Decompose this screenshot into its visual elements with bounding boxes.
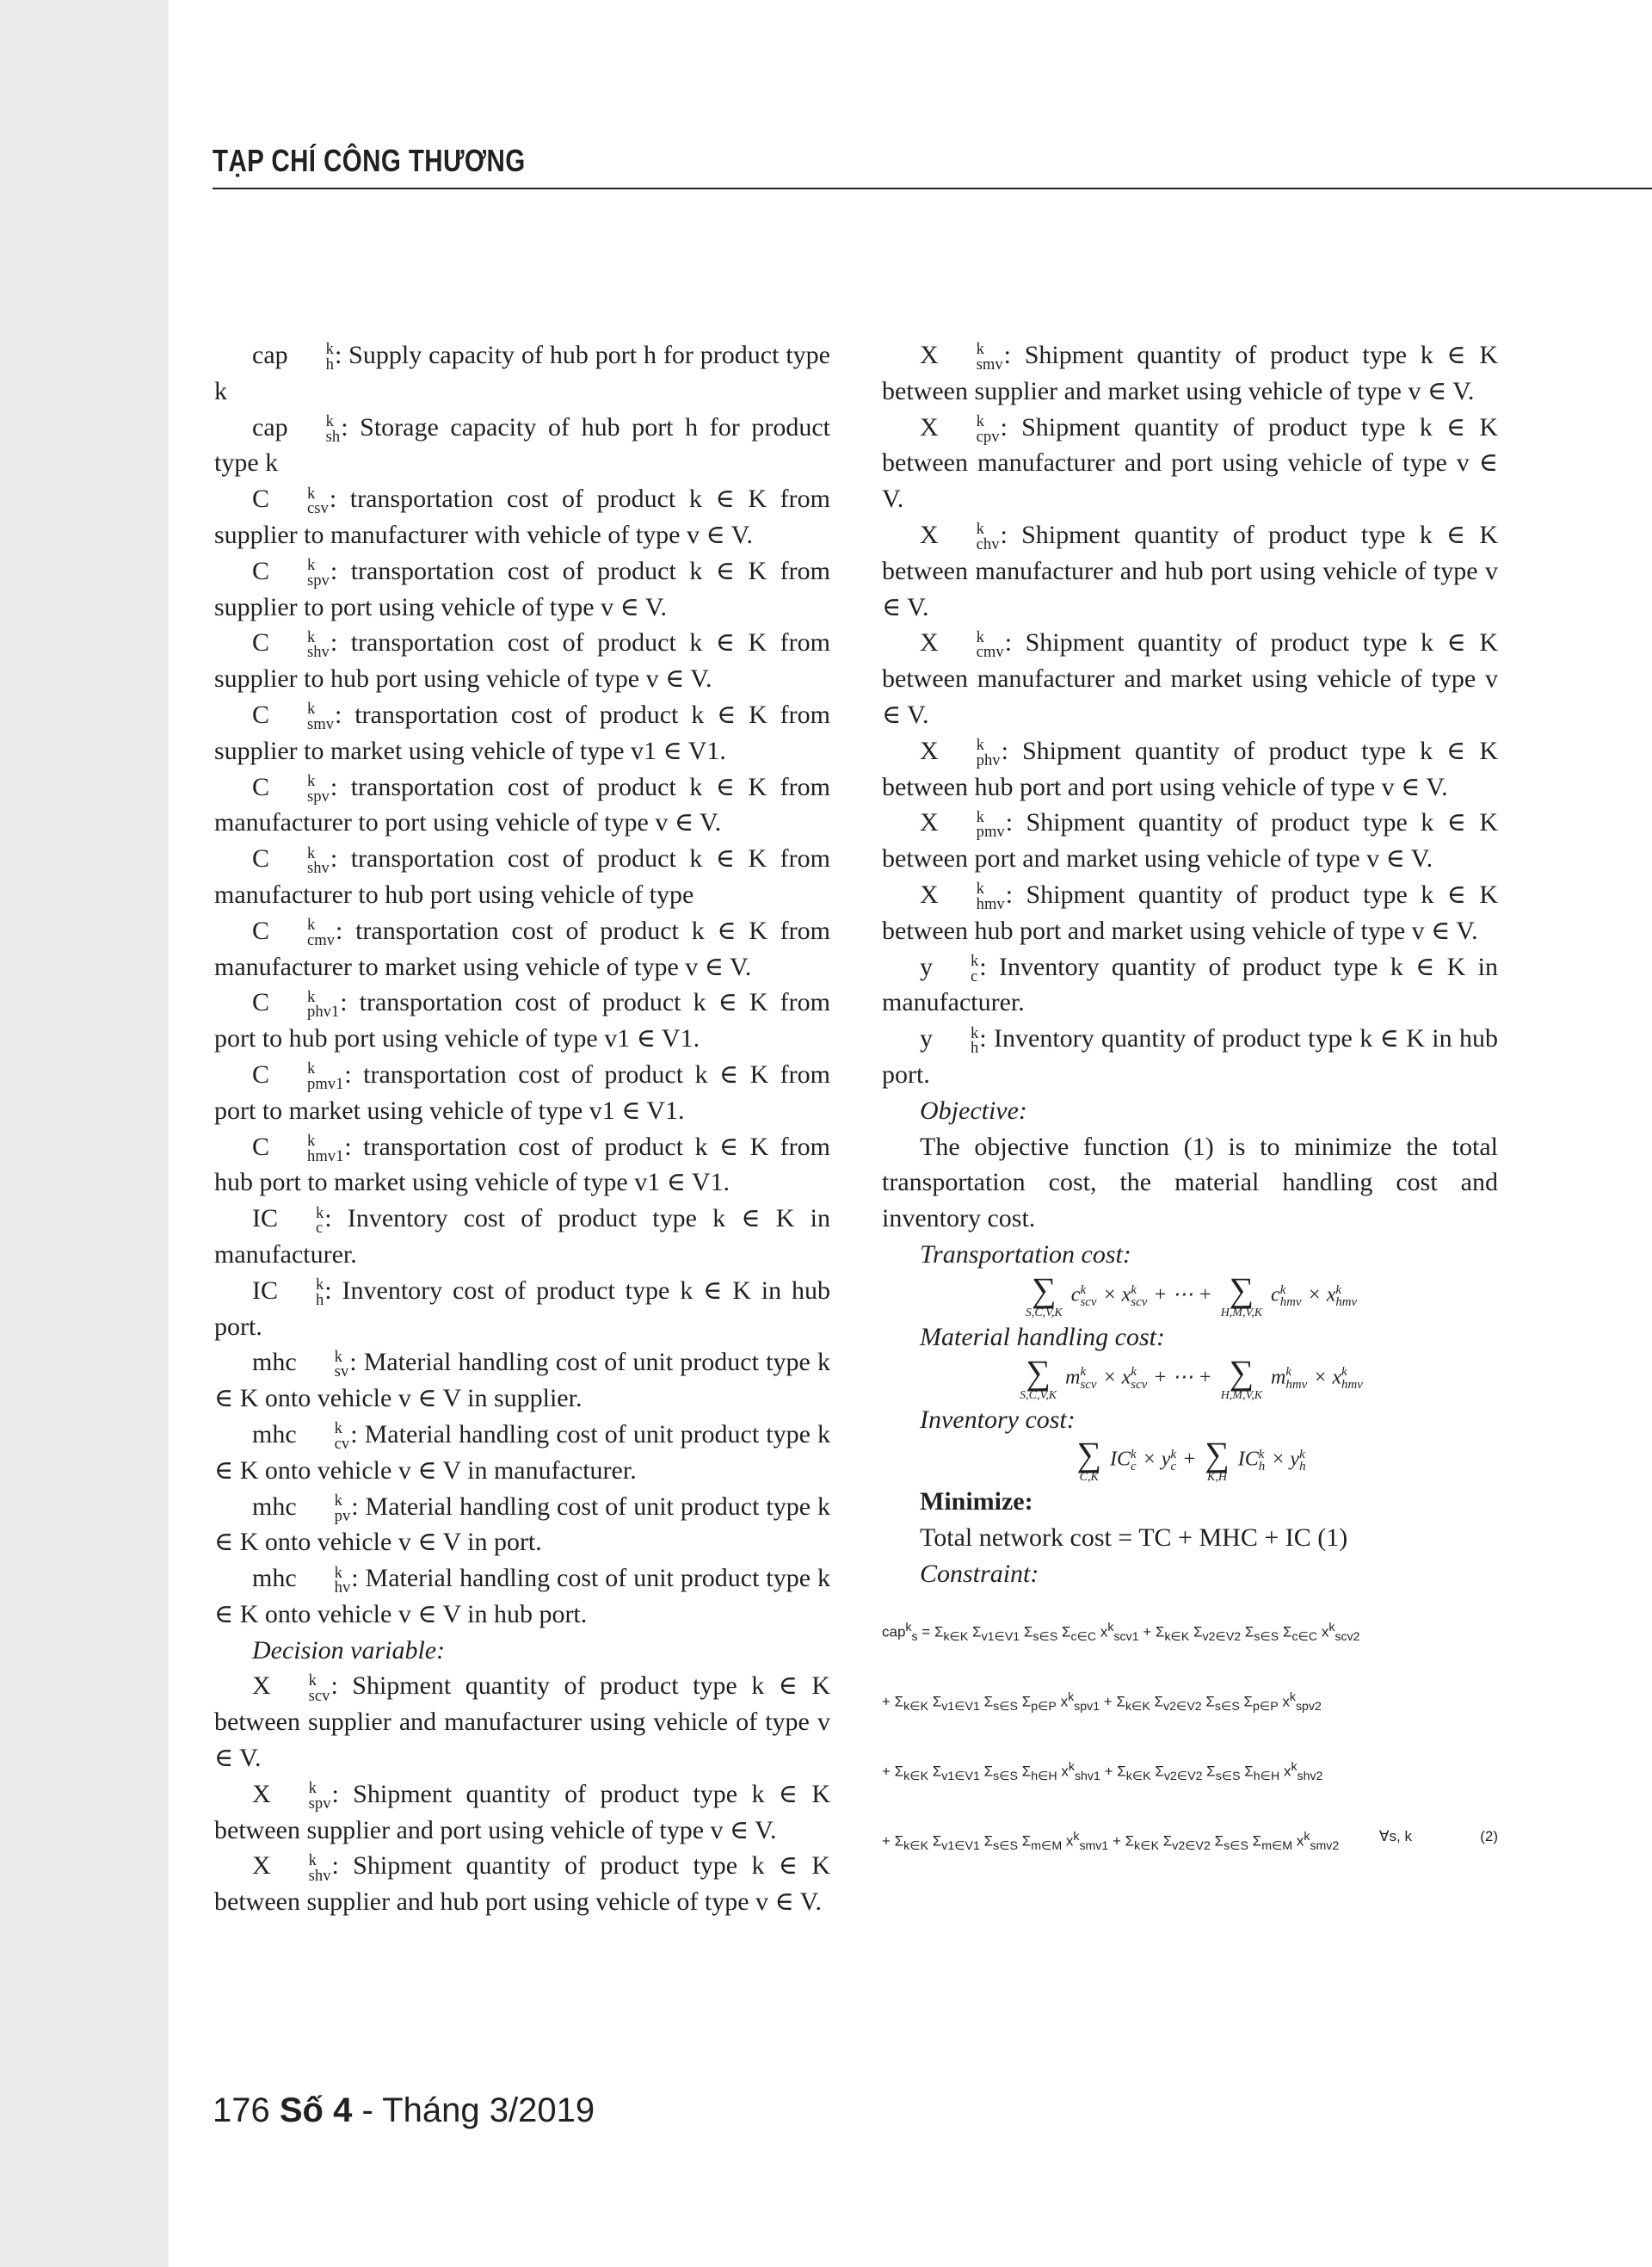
definition-text: : transportation cost of product k ∈ K from port to market using vehicle of type v1 ∈ V1. xyxy=(214,1059,830,1125)
definition-item: mhc k hv : Material handling cost of unit product type k ∈ K onto vehicle v ∈ V in hub port. xyxy=(214,1563,830,1628)
definition-text: : Inventory cost of product type k ∈ K in hub port. xyxy=(214,1276,830,1341)
definition-text: : Shipment quantity of product type k ∈ K between supplier and hub port using vehicle of type v ∈ V. xyxy=(214,1851,830,1917)
symbol: mhc xyxy=(252,1348,297,1377)
symbol: C xyxy=(252,556,270,585)
objective-text: The objective function (1) is to minimize the total transportation cost, the material handling cost and inventory cost. xyxy=(882,1132,1498,1233)
definition-text: : Shipment quantity of product type k ∈ K between hub port and market using vehicle of type v ∈ V. xyxy=(882,880,1498,945)
symbol: C xyxy=(252,916,270,945)
decision-list xyxy=(214,1668,830,1920)
symbol: C xyxy=(252,772,270,801)
symbol: X xyxy=(920,880,939,909)
constraint-line: $cap^k_s = \Sigma_{k\in K}$ $\Sigma_{v1\in V1}$ $\Sigma_{s\in S}$ $\Sigma_{c\in C}$ $x^k_{scv1} + \Sigma_{k\in K}$ $\Sigma_{v2\in V2}$ $\Sigma_{s\in S}$ $\Sigma_{c\in C}$ $x^k_{scv2}$ xyxy=(882,1620,1360,1644)
issue-date: - Tháng 3/2019 xyxy=(352,2091,595,2129)
definition-text: : Shipment quantity of product type k ∈ K between manufacturer and market using vehicle of type v ∈ V. xyxy=(882,628,1498,729)
decision-heading: Decision variable: xyxy=(252,1635,446,1665)
left-column xyxy=(214,337,830,1920)
symbol: y xyxy=(920,952,933,981)
definition-item: IC k c : Inventory cost of product type k ∈ K in manufacturer. xyxy=(214,1203,830,1269)
definition-text: : transportation cost of product k ∈ K from manufacturer to market using vehicle of type v ∈ V. xyxy=(214,916,830,981)
definition-item: y k c : Inventory quantity of product type k ∈ K in manufacturer. xyxy=(882,952,1498,1017)
symbol: C xyxy=(252,1059,270,1089)
definition-item: X k smv : Shipment quantity of product type k ∈ K between supplier and market using vehicle of type v ∈ V. xyxy=(882,340,1498,405)
definition-item: IC k h : Inventory cost of product type k ∈ K in hub port. xyxy=(214,1276,830,1341)
symbol: IC xyxy=(252,1276,278,1305)
symbol: C xyxy=(252,844,270,874)
issue-number: Số 4 xyxy=(279,2091,353,2129)
symbol: mhc xyxy=(252,1419,297,1449)
definition-item: X k phv : Shipment quantity of product type k ∈ K between hub port and port using vehicle of type v ∈ V. xyxy=(882,736,1498,801)
definition-item: mhc k pv : Material handling cost of unit product type k ∈ K onto vehicle v ∈ V in port. xyxy=(214,1491,830,1557)
symbol: X xyxy=(920,412,939,442)
definition-item: C k cmv : transportation cost of product k ∈ K from manufacturer to market using vehicle of type v ∈ V. xyxy=(214,916,830,981)
symbol: C xyxy=(252,485,270,514)
definition-text: : Shipment quantity of product type k ∈ K between manufacturer and port using vehicle of type v ∈ V. xyxy=(882,412,1498,514)
definition-text: : Shipment quantity of product type k ∈ K between supplier and market using vehicle of type v ∈ V. xyxy=(882,341,1498,405)
symbol: cap xyxy=(252,412,288,442)
definition-item: C k pmv1 : transportation cost of product k ∈ K from port to market using vehicle of type v1 ∈ V1. xyxy=(214,1059,830,1125)
definition-item: mhc k cv : Material handling cost of unit product type k ∈ K onto vehicle v ∈ V in manufacturer. xyxy=(214,1419,830,1485)
symbol: X xyxy=(920,808,939,837)
inventory-equation: ∑ C,K IC k c × y k c + ∑ K,H IC k h × y k h xyxy=(1076,1435,1306,1485)
symbol: X xyxy=(920,341,939,369)
journal-title: TẠP CHÍ CÔNG THƯƠNG xyxy=(213,143,526,178)
definition-item: C k spv : transportation cost of product k ∈ K from manufacturer to port using vehicle of type v ∈ V. xyxy=(214,772,830,837)
page-gutter xyxy=(0,0,169,2267)
transport-equation: ∑ S,C,V,K c k scv × x k scv + ⋯ + ∑ H,M,V,K c k hmv × x k hmv xyxy=(1025,1269,1358,1319)
symbol: X xyxy=(920,628,939,658)
definition-item: cap k sh : Storage capacity of hub port h for product type k xyxy=(214,412,830,478)
definition-item: mhc k sv : Material handling cost of unit product type k ∈ K onto vehicle v ∈ V in supplier. xyxy=(214,1347,830,1413)
definition-item: C k smv : transportation cost of product k ∈ K from supplier to market using vehicle of type v1 ∈ V1. xyxy=(214,700,830,765)
page-footer xyxy=(213,2091,595,2130)
minimize-heading: Minimize: xyxy=(920,1487,1033,1516)
constraint-equation xyxy=(882,1603,1498,1871)
definition-item: C k hmv1 : transportation cost of product k ∈ K from hub port to market using vehicle of type v1 ∈ V1. xyxy=(214,1131,830,1197)
symbol: X xyxy=(252,1779,271,1808)
definition-item: C k shv : transportation cost of product k ∈ K from manufacturer to hub port using vehicle of type xyxy=(214,843,830,909)
definition-item: C k shv : transportation cost of product k ∈ K from supplier to hub port using vehicle of type v ∈ V. xyxy=(214,627,830,694)
equation-number: (2) xyxy=(1480,1827,1498,1844)
definition-text: : Inventory cost of product type k ∈ K in manufacturer. xyxy=(214,1204,830,1269)
symbol: y xyxy=(920,1024,933,1053)
definition-text: : Inventory quantity of product type k ∈ K in manufacturer. xyxy=(882,952,1498,1017)
symbol: cap xyxy=(252,341,288,369)
transport-heading: Transportation cost: xyxy=(920,1239,1131,1269)
inventory-heading: Inventory cost: xyxy=(920,1405,1076,1434)
definition-item: C k csv : transportation cost of product k ∈ K from supplier to manufacturer with vehicle of type v ∈ V. xyxy=(214,484,830,549)
definition-item: cap k h : Supply capacity of hub port h for product type k xyxy=(214,340,830,405)
page-number: 176 xyxy=(213,2091,270,2129)
definition-text: : transportation cost of product k ∈ K from supplier to hub port using vehicle of type v ∈ V. xyxy=(214,628,830,694)
definition-item: X k spv : Shipment quantity of product type k ∈ K between supplier and port using vehicle of type v ∈ V. xyxy=(214,1779,830,1844)
symbol: C xyxy=(252,988,270,1017)
definition-text: : Storage capacity of hub port h for product type k xyxy=(214,412,830,478)
definition-text: : Shipment quantity of product type k ∈ K between port and market using vehicle of type v ∈ V. xyxy=(882,808,1498,874)
material-handling-equation: ∑ S,C,V,K m k scv × x k scv + ⋯ + ∑ H,M,V,K m k hmv × x k hmv xyxy=(1020,1352,1363,1402)
definition-text: : transportation cost of product k ∈ K from supplier to port using vehicle of type v ∈ V. xyxy=(214,556,830,621)
objective-heading: Objective: xyxy=(920,1096,1027,1125)
symbol: mhc xyxy=(252,1564,297,1593)
definition-text: : Supply capacity of hub port h for product type k xyxy=(214,341,830,405)
definition-item: X k cmv : Shipment quantity of product type k ∈ K between manufacturer and market using vehicle of type v ∈ V. xyxy=(882,627,1498,729)
definition-item: X k pmv : Shipment quantity of product type k ∈ K between port and market using vehicle of type v ∈ V. xyxy=(882,807,1498,874)
symbol: mhc xyxy=(252,1492,297,1521)
definition-list xyxy=(214,337,830,1633)
definition-item: y k h : Inventory quantity of product type k ∈ K in hub port. xyxy=(882,1023,1498,1089)
decision-list-continued xyxy=(882,337,1498,1093)
definition-item: X k scv : Shipment quantity of product type k ∈ K between supplier and manufacturer using vehicle of type v ∈ V. xyxy=(214,1671,830,1773)
symbol: X xyxy=(920,736,939,765)
symbol: C xyxy=(252,700,270,729)
symbol: X xyxy=(252,1671,271,1701)
definition-text: : transportation cost of product k ∈ K from hub port to market using vehicle of type v1 ∈ V1. xyxy=(214,1132,830,1197)
definition-item: X k cpv : Shipment quantity of product type k ∈ K between manufacturer and port using vehicle of type v ∈ V. xyxy=(882,412,1498,514)
constraint-line: + $\Sigma_{k\in K}$ $\Sigma_{v1\in V1}$ $\Sigma_{s\in S}$ $\Sigma_{h\in H}$ $x^k_{shv1} + \Sigma_{k\in K}$ $\Sigma_{v2\in V2}$ $\Sigma_{s\in S}$ $\Sigma_{h\in H}$ $x^k_{shv2}$ xyxy=(882,1759,1323,1783)
symbol: IC xyxy=(252,1204,278,1233)
symbol: C xyxy=(252,1132,270,1161)
definition-text: : Shipment quantity of product type k ∈ K between supplier and manufacturer using vehicle of type v ∈ V. xyxy=(214,1671,830,1773)
definition-item: C k phv1 : transportation cost of product k ∈ K from port to hub port using vehicle of type v1 ∈ V1. xyxy=(214,987,830,1053)
definition-text: : Shipment quantity of product type k ∈ K between hub port and port using vehicle of type v ∈ V. xyxy=(882,736,1498,801)
definition-text: : transportation cost of product k ∈ K from supplier to market using vehicle of type v1 ∈ V1. xyxy=(214,700,830,765)
definition-text: : transportation cost of product k ∈ K from manufacturer to port using vehicle of type v ∈ V. xyxy=(214,772,830,837)
definition-text: : Material handling cost of unit product type k ∈ K onto vehicle v ∈ V in hub port. xyxy=(214,1564,830,1628)
constraint-heading: Constraint: xyxy=(920,1559,1039,1588)
definition-text: : Inventory quantity of product type k ∈ K in hub port. xyxy=(882,1024,1498,1089)
definition-text: : Material handling cost of unit product type k ∈ K onto vehicle v ∈ V in supplier. xyxy=(214,1348,830,1413)
constraint-line: + $\Sigma_{k\in K}$ $\Sigma_{v1\in V1}$ $\Sigma_{s\in S}$ $\Sigma_{p\in P}$ $x^k_{spv1} + \Sigma_{k\in K}$ $\Sigma_{v2\in V2}$ $\Sigma_{s\in S}$ $\Sigma_{p\in P}$ $x^k_{spv2}$ xyxy=(882,1689,1322,1714)
header-rule xyxy=(213,188,1652,189)
definition-item: X k chv : Shipment quantity of product type k ∈ K between manufacturer and hub port using vehicle of type v ∈ V. xyxy=(882,520,1498,621)
definition-text: : Shipment quantity of product type k ∈ K between supplier and port using vehicle of type v ∈ V. xyxy=(214,1779,830,1844)
symbol: X xyxy=(252,1851,271,1881)
definition-text: : transportation cost of product k ∈ K from port to hub port using vehicle of type v1 ∈ V1. xyxy=(214,988,830,1053)
definition-item: C k spv : transportation cost of product k ∈ K from supplier to port using vehicle of type v ∈ V. xyxy=(214,556,830,621)
right-column xyxy=(882,337,1498,1871)
constraint-line: + $\Sigma_{k\in K}$ $\Sigma_{v1\in V1}$ $\Sigma_{s\in S}$ $\Sigma_{m\in M}$ $x^k_{smv1} + \Sigma_{k\in K}$ $\Sigma_{v2\in V2}$ $\Sigma_{s\in S}$ $\Sigma_{m\in M}$ $x^k_{smv2}$ ∀s, k (2) xyxy=(882,1812,1498,1871)
total-cost-line: Total network cost = TC + MHC + IC (1) xyxy=(920,1523,1348,1553)
symbol: C xyxy=(252,628,270,658)
definition-text: : transportation cost of product k ∈ K from supplier to manufacturer with vehicle of type v ∈ V. xyxy=(214,485,830,549)
definition-item: X k shv : Shipment quantity of product type k ∈ K between supplier and hub port using vehicle of type v ∈ V. xyxy=(214,1850,830,1917)
definition-text: : transportation cost of product k ∈ K from manufacturer to hub port using vehicle of type xyxy=(214,844,830,909)
definition-text: : Material handling cost of unit product type k ∈ K onto vehicle v ∈ V in manufacturer. xyxy=(214,1419,830,1485)
definition-text: : Shipment quantity of product type k ∈ K between manufacturer and hub port using vehicle of type v ∈ V. xyxy=(882,520,1498,621)
constraint-forall: ∀s, k xyxy=(1378,1827,1412,1844)
definition-item: X k hmv : Shipment quantity of product type k ∈ K between hub port and market using vehicle of type v ∈ V. xyxy=(882,880,1498,945)
material-handling-heading: Material handling cost: xyxy=(920,1322,1165,1351)
definition-text: : Material handling cost of unit product type k ∈ K onto vehicle v ∈ V in port. xyxy=(214,1492,830,1557)
symbol: X xyxy=(920,520,939,549)
